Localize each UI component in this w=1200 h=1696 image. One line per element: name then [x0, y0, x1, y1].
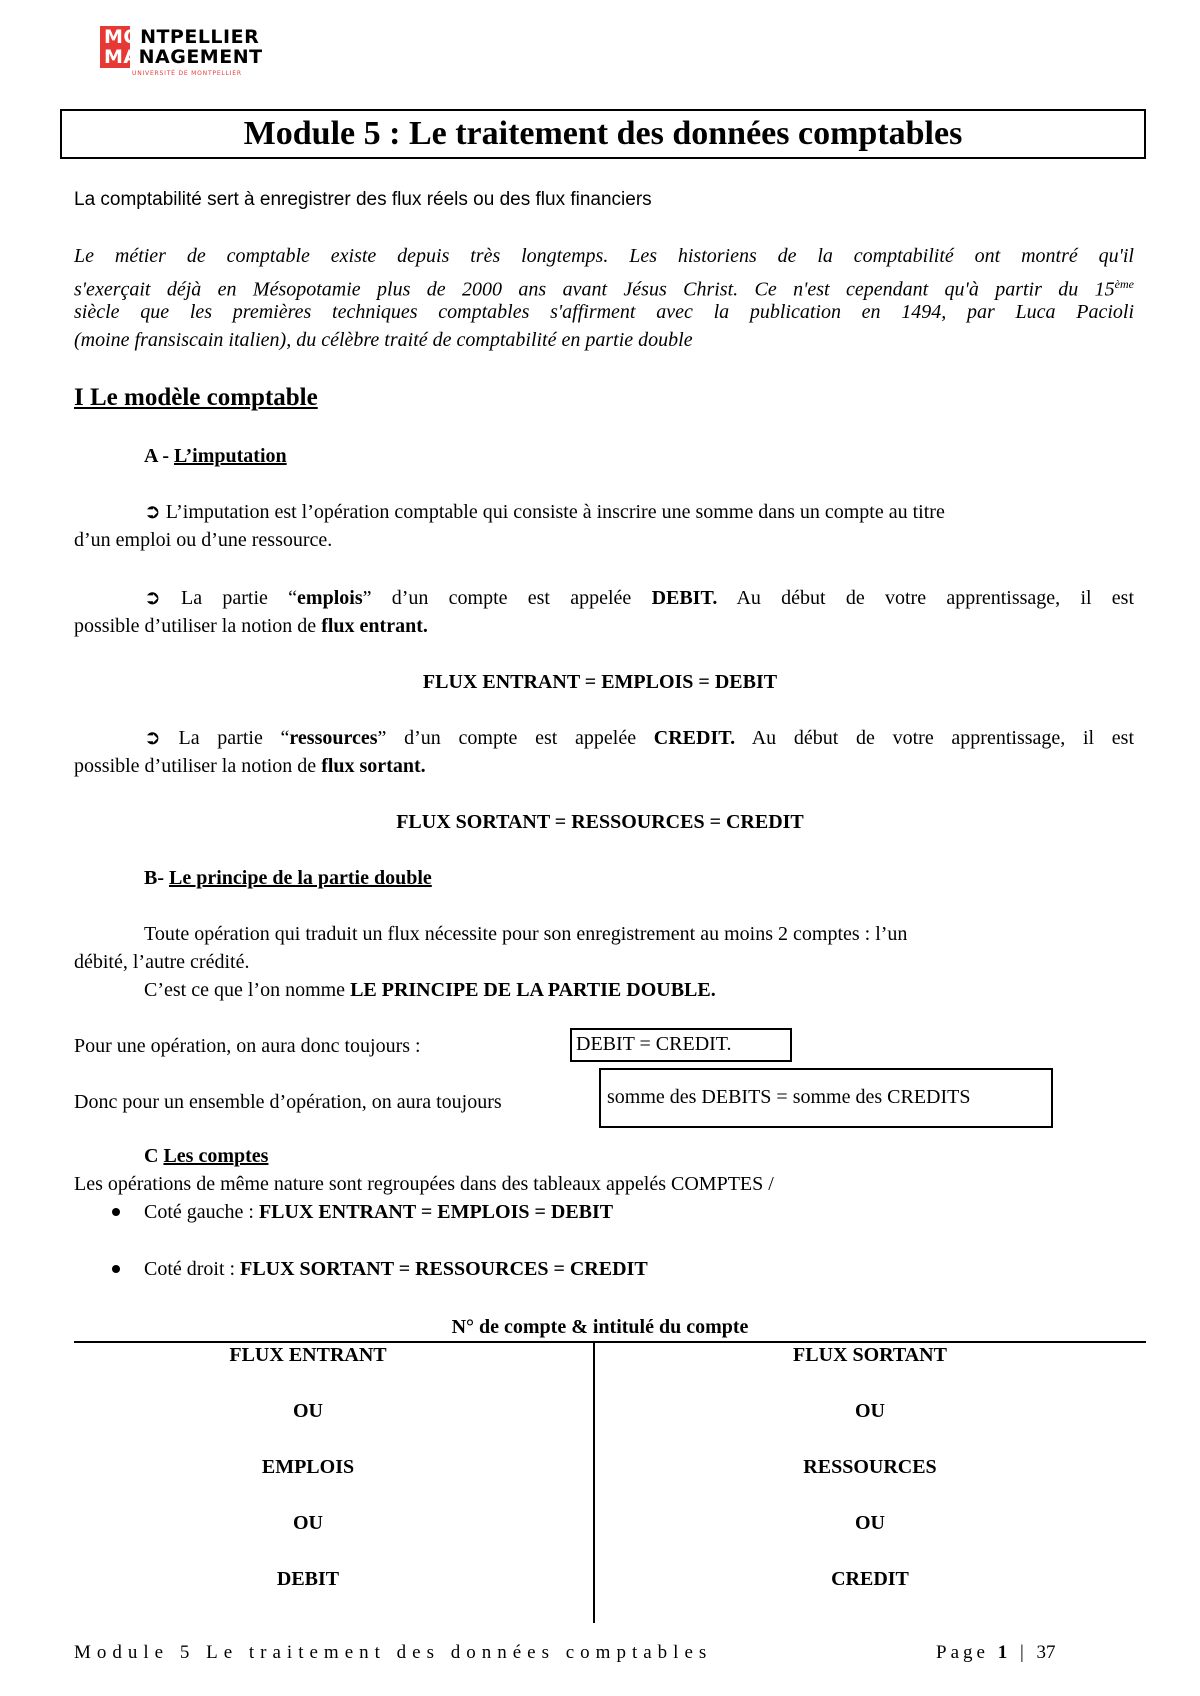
t-right-item: OU	[855, 1512, 885, 1534]
history-line-2: s'exerçait déjà en Mésopotamie plus de 2000 ans avant Jésus Christ. Ce n'est cependant qu'à partir du 15ème	[74, 277, 1134, 301]
t-right-item: CREDIT	[831, 1568, 909, 1590]
bullet-icon	[112, 1208, 120, 1216]
logo-tagline: UNIVERSITÉ DE MONTPELLIER	[132, 70, 242, 77]
partie-double-line-1: Toute opération qui traduit un flux nécessite pour son enregistrement au moins 2 comptes : l’un	[144, 923, 908, 945]
history-line-3: siècle que les premières techniques comptables s'affirment avec la publication en 1494, par Luca Pacioli	[74, 301, 1134, 323]
superscript-eme: ème	[1114, 277, 1134, 291]
subsection-c-heading: C Les comptes	[144, 1145, 269, 1167]
logo	[100, 26, 270, 82]
partie-double-line-2: débité, l’autre crédité.	[74, 951, 250, 973]
imputation-line-2: d’un emploi ou d’une ressource.	[74, 529, 333, 551]
equation-flux-entrant: FLUX ENTRANT = EMPLOIS = DEBIT	[422, 671, 778, 693]
subsection-a-heading: A - L’imputation	[144, 445, 287, 467]
arrow-icon: ➲	[144, 501, 161, 523]
partie-double-line-3: C’est ce que l’on nomme LE PRINCIPE DE LA PARTIE DOUBLE.	[144, 979, 716, 1001]
imputation-line-1: ➲ L’imputation est l’opération comptable qui consiste à inscrire une somme dans un compte au titre	[144, 501, 945, 523]
emplois-line-1: ➲ La partie “emplois” d’un compte est appelée DEBIT. Au début de votre apprentissage, il est	[144, 587, 1135, 609]
operation-label: Pour une opération, on aura donc toujours :	[74, 1035, 421, 1057]
ressources-line-1: ➲ La partie “ressources” d’un compte est appelée CREDIT. Au début de votre apprentissage, il est	[144, 727, 1135, 749]
t-left-item: OU	[293, 1400, 323, 1422]
subsection-b-heading: B- Le principe de la partie double	[144, 867, 432, 889]
comptes-intro: Les opérations de même nature sont regroupées dans des tableaux appelés COMPTES /	[74, 1173, 774, 1195]
ensemble-label: Donc pour un ensemble d’opération, on aura toujours	[74, 1091, 502, 1113]
footer-module-title: Module 5 Le traitement des données comptables	[74, 1642, 713, 1663]
history-line-1: Le métier de comptable existe depuis très longtemps. Les historiens de la comptabilité ont montré qu'il	[74, 245, 1134, 267]
equation-flux-sortant: FLUX SORTANT = RESSOURCES = CREDIT	[396, 811, 804, 833]
t-left-item: OU	[293, 1512, 323, 1534]
section-title-modele-comptable: I Le modèle comptable	[74, 384, 318, 411]
footer-page-number: Page 1 | 37	[936, 1642, 1056, 1663]
bullet-cote-droit: Coté droit : FLUX SORTANT = RESSOURCES = CREDIT	[144, 1258, 648, 1280]
t-left-item: DEBIT	[276, 1568, 340, 1590]
debit-credit-box: DEBIT = CREDIT.	[570, 1028, 792, 1062]
history-line-4: (moine fransiscain italien), du célèbre traité de comptabilité en partie double	[74, 329, 693, 351]
page-title: Module 5 : Le traitement des données comptables	[60, 109, 1146, 159]
t-left-item: FLUX ENTRANT	[229, 1344, 387, 1366]
intro-text: La comptabilité sert à enregistrer des flux réels ou des flux financiers	[74, 189, 652, 210]
t-account-header: N° de compte & intitulé du compte	[451, 1316, 749, 1338]
bullet-icon	[112, 1265, 120, 1273]
t-account-vertical-line	[593, 1343, 595, 1623]
arrow-icon: ➲	[144, 727, 161, 749]
t-right-item: FLUX SORTANT	[793, 1344, 947, 1366]
logo-line2: MANAGEMENT	[104, 46, 263, 68]
bullet-cote-gauche: Coté gauche : FLUX ENTRANT = EMPLOIS = DEBIT	[144, 1201, 614, 1223]
t-left-item: EMPLOIS	[261, 1456, 355, 1478]
ressources-line-2: possible d’utiliser la notion de flux sortant.	[74, 755, 426, 777]
t-right-item: RESSOURCES	[803, 1456, 937, 1478]
emplois-line-2: possible d’utiliser la notion de flux entrant.	[74, 615, 428, 637]
sum-debits-credits-box: somme des DEBITS = somme des CREDITS	[599, 1068, 1053, 1128]
t-right-item: OU	[855, 1400, 885, 1422]
arrow-icon: ➲	[144, 587, 161, 609]
logo-line1: MONTPELLIER	[104, 26, 260, 48]
